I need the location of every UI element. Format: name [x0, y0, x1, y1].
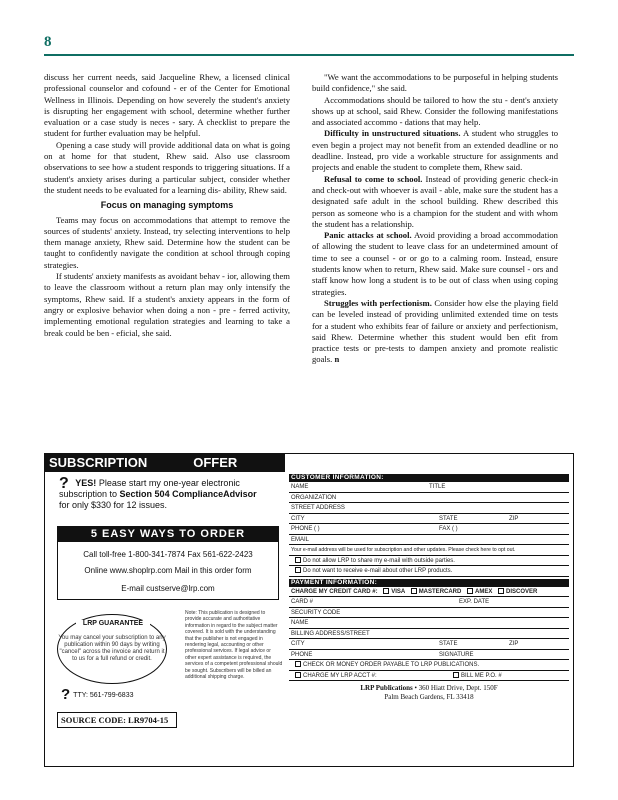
billing-phone-field[interactable]: PHONE SIGNATURE [289, 650, 569, 661]
billing-zip-field[interactable]: ZIP [509, 641, 519, 647]
bullet-paragraph [312, 230, 558, 298]
checkbox[interactable] [383, 588, 389, 594]
page-number: 8 [44, 34, 52, 50]
opt-out-share[interactable]: Do not allow LRP to share my e-mail with outside parties. [289, 556, 569, 567]
payment-info-header: PAYMENT INFORMATION: [289, 579, 569, 587]
publisher-name: LRP Publications [360, 684, 413, 692]
checkbox[interactable] [295, 557, 301, 563]
city-field[interactable]: CITY STATE ZIP [289, 514, 569, 525]
question-mark-icon: ? [61, 686, 71, 703]
credit-card-row[interactable]: CHARGE MY CREDIT CARD #: VISA MASTERCARD AMEX DISCOVER [289, 587, 569, 598]
signature-field[interactable]: SIGNATURE [439, 651, 474, 658]
bullet-lead: Refusal to come to school. [324, 173, 423, 184]
fax-field[interactable]: FAX ( ) [439, 526, 458, 532]
po-field[interactable]: P.O. # [485, 672, 502, 679]
cardholder-name-field[interactable]: NAME [289, 618, 569, 629]
bullet-body: Instead of providing generic check-in and check-out with whoever is avail - able, make sure the student has a designated safe adult in the school building. Rhew described this person as someone who is a champion for the student and with whom the student has a relationship. [312, 173, 558, 229]
security-code-field[interactable]: SECURITY CODE [289, 608, 569, 619]
customer-info-header: CUSTOMER INFORMATION: [289, 474, 569, 482]
checkbox[interactable] [453, 672, 459, 678]
checkbox[interactable] [411, 588, 417, 594]
question-mark-icon: ? [59, 475, 69, 492]
yes-label: YES! [75, 478, 97, 488]
bullet-lead: Difficulty in unstructured situations. [324, 128, 461, 139]
paragraph: Teams may focus on accommodations that attempt to remove the sources of students' anxiety. Instead, try selecting interventions to help them manage anxiety, Rhew said. Determine how the student can be taught to confidently navigate the condition at school through coping strategies. [44, 214, 290, 270]
product-name: Section 504 ComplianceAdvisor [119, 489, 257, 499]
price-line: for only $330 for 12 issues. [59, 500, 168, 510]
yes-body: Please start my one-year electronic subscription to [59, 478, 240, 499]
bullet-body: Consider how else the playing field can be leveled instead of providing unlimited extended time on tests for a student who exhibits fear of failure or anxiety and perfectionism, said Rhew. Determine whether this student would ben efit from practice tests or pre-tests to dampen anxiety and promote realistic goals. [312, 297, 559, 365]
lrp-account-option[interactable]: CHARGE MY LRP ACCT #: BILL ME P.O. # [289, 671, 569, 682]
bill-me-option[interactable]: BILL ME [461, 672, 484, 679]
bullet-paragraph [312, 174, 558, 230]
bullet-body: A student who struggles to even begin a project may not benefit from an extended deadline or no deadline. Instead, pro vide a workable structure for assignments and projects and enable the student to complete them, Rhew said. [312, 128, 559, 173]
email-field[interactable]: EMAIL [289, 535, 569, 546]
easy-ways-title: 5 EASY WAYS TO ORDER [57, 526, 279, 542]
street-field[interactable]: STREET ADDRESS [289, 503, 569, 514]
offer-banner [45, 454, 285, 472]
guarantee-title: LRP GUARANTEE [76, 620, 150, 627]
organization-field[interactable]: ORGANIZATION [289, 493, 569, 504]
name-field[interactable]: NAME TITLE [289, 482, 569, 493]
bullet-body: Avoid providing a broad accommodation of allowing the student to leave class for an undetermined amount of time to see a counsel - or or go to a calming room. Instead, ensure students know when to return, Rhew said. Make sure counsel - ors and staff know how long a student is to be out of class when using coping strategies. [312, 230, 558, 297]
publisher-address [289, 684, 569, 702]
guarantee-text: You may cancel your subscription to any publication within 90 days by writing "cancel" across the invoice and return it to us for a full refund or credit. [58, 635, 166, 662]
online-line[interactable]: Online www.shoplrp.com Mail in this order form [84, 566, 252, 575]
state-field[interactable]: STATE [439, 515, 458, 522]
section-heading: Focus on managing symptoms [100, 200, 234, 211]
subscription-form [44, 453, 574, 767]
tty-line: ? TTY: 561-799-6833 [61, 686, 134, 703]
guarantee-seal [57, 614, 167, 684]
checkbox[interactable] [295, 672, 301, 678]
billing-address-field[interactable]: BILLING ADDRESS/STREET [289, 629, 569, 640]
header-rule [44, 54, 574, 56]
checkbox[interactable] [295, 661, 301, 667]
bullet-paragraph [312, 128, 558, 173]
bullet-lead: Panic attacks at school. [324, 230, 412, 241]
end-mark: n [334, 354, 340, 365]
paragraph: Accommodations should be tailored to how the stu - dent's anxiety shows up at school, said Rhew. Consider the following manifestations and associated accommo - dations that may help. [312, 94, 558, 128]
paragraph: "We want the accommodations to be purposeful in helping students build confidence," she said. [312, 72, 558, 94]
billing-state-field[interactable]: STATE [439, 641, 458, 647]
billing-city-field[interactable]: CITY STATE ZIP [289, 639, 569, 650]
left-column [44, 72, 290, 339]
card-number-field[interactable]: CARD # EXP. DATE [289, 597, 569, 608]
address-line-2: Palm Beach Gardens, FL 33418 [384, 693, 474, 701]
phone-field[interactable]: PHONE ( ) FAX ( ) [289, 524, 569, 535]
call-line[interactable]: Call toll-free 1-800-341-7874 Fax 561-622-2423 [83, 550, 253, 559]
paragraph: If students' anxiety manifests as avoidant behav - ior, allowing them to leave the classroom without a return plan may only intensify the symptoms, Rhew said. If a student's anxiety appears in the form of angry or explosive behavior when doing a non - pre - ferred activity, implementing emotional regulation strategies and learning to take a break could be ben - eficial, she said. [44, 271, 290, 338]
right-column [312, 72, 558, 366]
fine-print: Note: This publication is designed to provide accurate and authoritative information in regard to the subject matter covered. It is sold with the understanding that the publisher is not engaged in rendering legal, accounting or other professional services. If legal advice or other expert assistance is required, the services of a competent professional should be sought. Subscribers will be billed an additional shipping charge. [185, 610, 283, 681]
check-option[interactable]: CHECK OR MONEY ORDER PAYABLE TO LRP PUBLICATIONS. [289, 660, 569, 671]
address-line-1: • 360 Hiatt Drive, Dept. 150F [414, 684, 498, 692]
email-line[interactable]: E-mail custserve@lrp.com [121, 584, 215, 593]
order-form-fields [289, 474, 569, 702]
paragraph: Opening a case study will provide additional data on what is going on at home for that student, Rhew said. Also use classroom observations to see how a student responds to triggering situations. If a student's anxiety arises during a particular subject, consider whether the student needs to be evaluated for a learning dis- ability, Rhew said. [44, 139, 290, 195]
email-note: Your e-mail address will be used for subscription and other updates. Please check here to opt out. [289, 545, 569, 556]
bullet-lead: Struggles with perfectionism. [324, 297, 432, 308]
zip-field[interactable]: ZIP [509, 515, 519, 522]
offer-title: SUBSCRIPTION [49, 455, 148, 470]
bullet-paragraph [312, 298, 558, 366]
opt-out-email[interactable]: Do not want to receive e-mail about other LRP products. [289, 566, 569, 577]
checkbox[interactable] [467, 588, 473, 594]
title-field[interactable]: TITLE [429, 484, 446, 490]
yes-block [59, 475, 281, 511]
checkbox[interactable] [295, 567, 301, 573]
offer-title-2: OFFER [193, 455, 238, 470]
checkbox[interactable] [498, 588, 504, 594]
source-code: SOURCE CODE: LR9704-15 [57, 712, 177, 728]
exp-date-field[interactable]: EXP. DATE [459, 599, 490, 605]
paragraph: discuss her current needs, said Jacqueline Rhew, a licensed clinical professional counselor and cofound - er of the Center for Emotional Wellness in Illinois. Depending on how severely the student's anxiety is disrupting her engagement with school, determine whether further evaluation or a case study is neces - sary. A checklist to prepare the student for further evaluation may be helpful. [44, 72, 290, 139]
